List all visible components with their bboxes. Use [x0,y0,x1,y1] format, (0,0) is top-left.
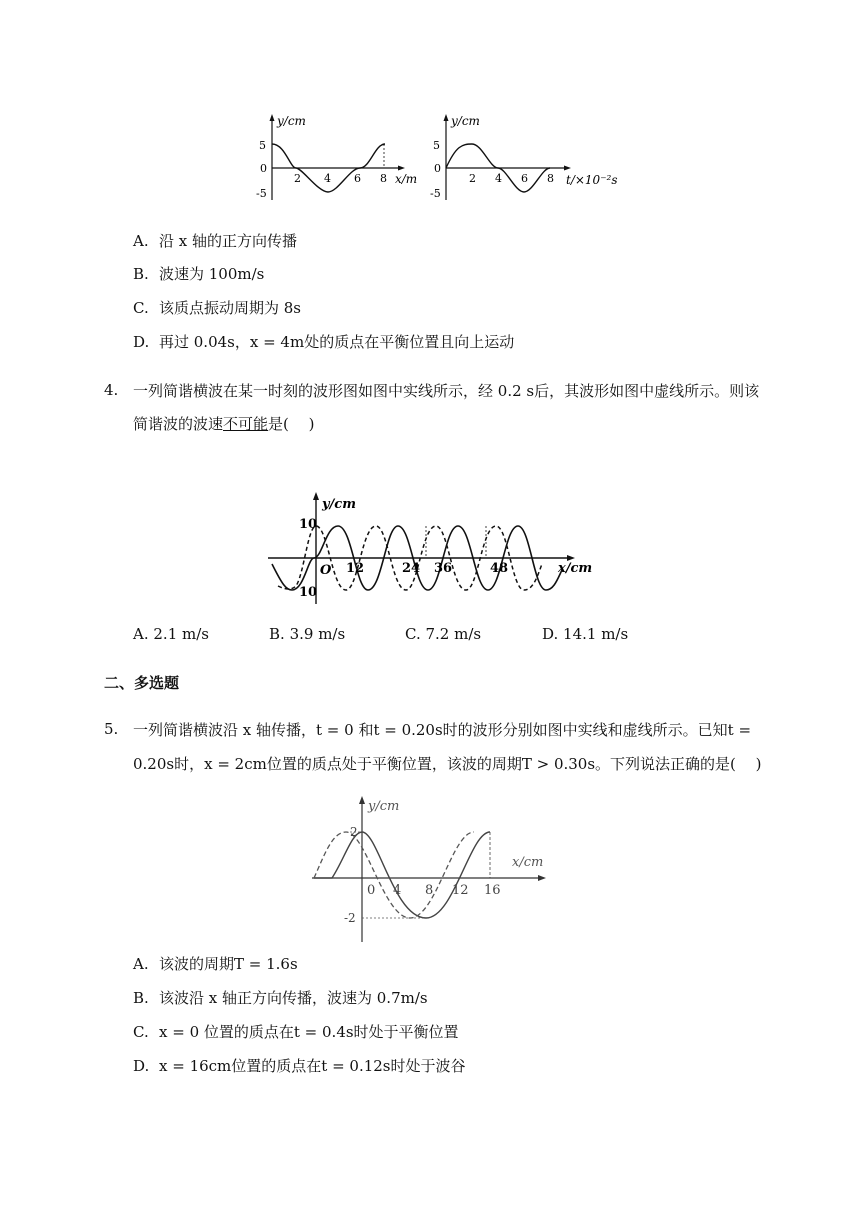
q4-emphasis: 不可能 [223,415,269,433]
q5-stem-line2: 0.20s时，x = 2cm位置的质点处于平衡位置，该波的周期T > 0.30s。下列说法正确的是( ) [133,755,762,773]
left-ytick-5: 5 [259,139,266,152]
section-title-multi-choice: 二、多选题 [104,674,180,692]
q4-xlabel: x/cm [558,561,593,576]
q5-xtick-12: 12 [452,883,469,898]
left-xtick-2: 2 [294,172,301,185]
right-ytick-0: 0 [434,162,441,175]
left-ytick-neg5: -5 [256,187,267,200]
q5-stem-line1: 一列简谐横波沿 x 轴传播，t = 0 和t = 0.20s时的波形分别如图中实线和虚线所示。已知t = [133,721,752,739]
left-xlabel: x/m [395,172,418,186]
q5-xtick-4: 4 [393,883,402,898]
q4-option-a: A. 2.1 m/s [133,625,209,643]
q4-origin: O [320,563,332,578]
q3-option-a: A. 沿 x 轴的正方向传播 [133,232,297,250]
left-ylabel: y/cm [277,114,306,128]
q3-option-d: D. 再过 0.04s，x = 4m处的质点在平衡位置且向上运动 [133,333,515,351]
q5-option-a: A. 该波的周期T = 1.6s [133,955,298,973]
q5-xtick-0: 0 [367,883,376,898]
left-xtick-8: 8 [380,172,387,185]
q4-stem-line2: 简谐波的波速不可能是( ) [133,415,315,433]
q5-ylabel: y/cm [368,799,400,814]
q4-xtick-36: 36 [434,561,453,576]
q5-option-c: C. x = 0 位置的质点在t = 0.4s时处于平衡位置 [133,1023,459,1041]
q5-ytick-top: 2 [350,825,358,839]
q4-xtick-24: 24 [402,561,421,576]
q5-xtick-16: 16 [484,883,501,898]
q4-option-b: B. 3.9 m/s [269,625,346,643]
right-ytick-5: 5 [433,139,440,152]
q5-option-b: B. 该波沿 x 轴正方向传播，波速为 0.7m/s [133,989,428,1007]
left-xtick-6: 6 [354,172,361,185]
q4-xtick-12: 12 [346,561,365,576]
q4-ylabel: y/cm [322,497,356,512]
right-xtick-8: 8 [547,172,554,185]
q4-option-d: D. 14.1 m/s [542,625,629,643]
q4-ytick-bottom: 10 [299,585,318,600]
figure-1 [250,108,630,208]
right-xlabel: t/×10⁻²s [566,173,618,187]
right-xtick-4: 4 [495,172,502,185]
right-ylabel: y/cm [451,114,480,128]
q5-number: 5. [104,720,119,738]
q5-xtick-8: 8 [425,883,434,898]
figure-q4 [268,486,593,610]
graph-left [256,114,417,200]
figure-q5 [312,790,552,948]
left-xtick-4: 4 [324,172,331,185]
q4-number: 4. [104,381,119,399]
q4-stem-line1: 一列简谐横波在某一时刻的波形图如图中实线所示，经 0.2 s后，其波形如图中虚线所示。则该 [133,382,760,400]
q3-option-c: C. 该质点振动周期为 8s [133,299,302,317]
q4-ytick-top: 10 [299,517,318,532]
q5-xlabel: x/cm [512,855,544,870]
right-ytick-neg5: -5 [430,187,441,200]
q3-option-b: B. 波速为 100m/s [133,265,265,283]
q5-option-d: D. x = 16cm位置的质点在t = 0.12s时处于波谷 [133,1057,466,1075]
q4-option-c: C. 7.2 m/s [405,625,482,643]
graph-right [430,114,618,200]
right-xtick-6: 6 [521,172,528,185]
q5-ytick-bottom: -2 [344,911,356,925]
left-ytick-0: 0 [260,162,267,175]
q4-xtick-48: 48 [490,561,509,576]
right-xtick-2: 2 [469,172,476,185]
